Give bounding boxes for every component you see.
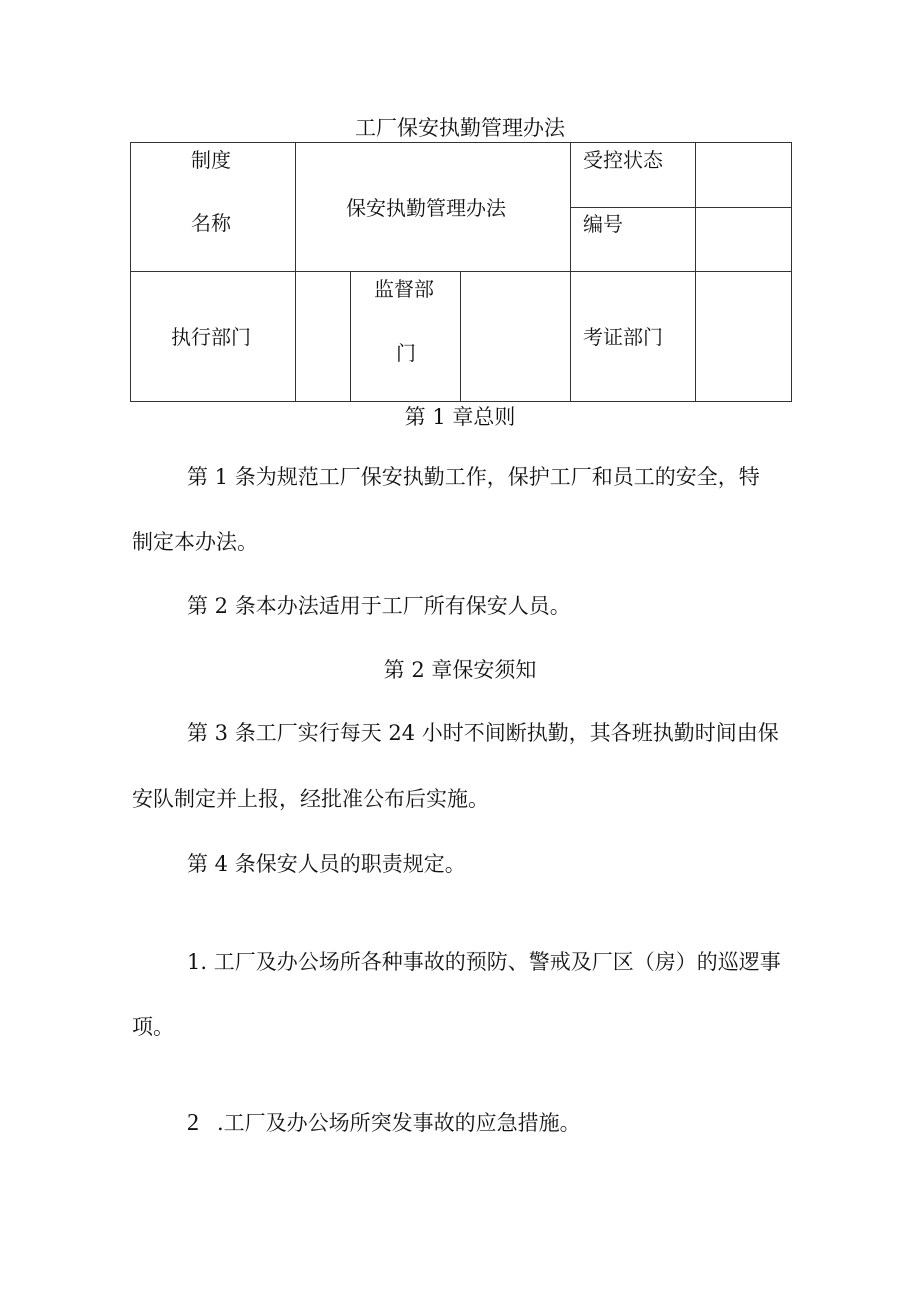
label-control-status-cell [571, 143, 696, 208]
label-number-cell [571, 208, 696, 272]
article-1-line2: 制定本办法。 [132, 530, 258, 554]
label-system-name-line2: 名称 [191, 211, 231, 235]
item-2 [187, 1109, 581, 1137]
supervise-dept-value [461, 272, 571, 402]
article-3-line2: 安队制定并上报，经批准公布后实施。 [132, 787, 489, 811]
system-name-value-cell [296, 143, 571, 272]
label-control-status: 受控状态 [583, 148, 664, 172]
label-system-name-cell [131, 143, 296, 272]
exec-dept-value [296, 272, 351, 402]
number-value [696, 208, 792, 272]
label-supervise-dept-line1: 监督部 [374, 277, 434, 301]
item-2-number: 2 [187, 1110, 199, 1136]
label-exec-dept-cell [131, 272, 296, 402]
label-exec-dept: 执行部门 [171, 325, 251, 349]
label-number: 编号 [583, 212, 624, 236]
item-2-text: .工厂及办公场所突发事故的应急措施。 [217, 1111, 581, 1135]
item-1-line2: 项。 [132, 1015, 174, 1039]
label-verify-dept: 考证部门 [583, 325, 664, 349]
header-table [130, 142, 792, 402]
label-supervise-dept-cell [351, 272, 461, 402]
article-1-line1: 第 1 条为规范工厂保安执勤工作，保护工厂和员工的安全，特 [187, 465, 760, 489]
article-4: 第 4 条保安人员的职责规定。 [187, 852, 466, 876]
label-verify-dept-cell [571, 272, 696, 402]
item-1-line1: 1. 工厂及办公场所各种事故的预防、警戒及厂区（房）的巡逻事 [187, 950, 781, 974]
chapter-2-heading: 第 2 章保安须知 [383, 658, 537, 682]
article-2: 第 2 条本办法适用于工厂所有保安人员。 [187, 594, 571, 618]
label-system-name-line1: 制度 [191, 148, 231, 172]
verify-dept-value [696, 272, 792, 402]
article-3-line1: 第 3 条工厂实行每天 24 小时不间断执勤，其各班执勤时间由保 [187, 721, 779, 745]
chapter-1-heading: 第 1 章总则 [404, 405, 516, 429]
control-status-value [696, 143, 792, 208]
label-supervise-dept-line2: 门 [396, 341, 416, 365]
system-name-value: 保安执勤管理办法 [346, 196, 506, 220]
document-title: 工厂保安执勤管理办法 [355, 116, 565, 140]
